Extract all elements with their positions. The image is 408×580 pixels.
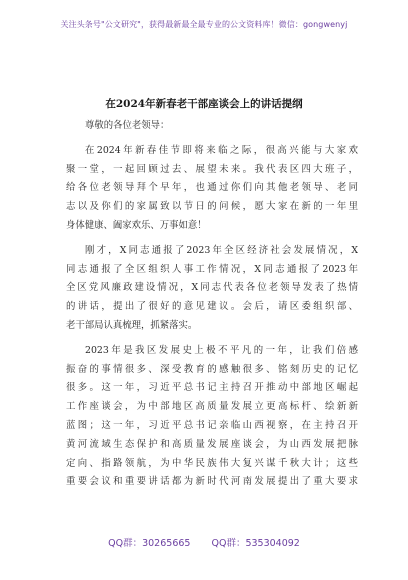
qq-group-1: QQ群：30265665: [108, 538, 191, 549]
body-line: 定向、指路领航，为中华民族伟大复兴谋千秋大计；这些: [66, 457, 358, 469]
document-title: 在2024年新春老干部座谈会上的讲话提纲: [105, 98, 303, 110]
body-line: 黄河流域生态保护和高质量发展座谈会，为山西发展把脉: [66, 438, 358, 450]
body-line: 蓝图；这一年，习近平总书记亲临山西视察，在主持召开: [66, 419, 358, 431]
body-line: 工作座谈会，为中部地区高质量发展立更高标杆、绘新新: [66, 401, 358, 413]
document-body: [66, 117, 358, 492]
body-line: 刚才，X同志通报了2023年全区经济社会发展情况，X: [85, 244, 358, 256]
body-line: 志以及你们的家属致以节日的问候，愿大家在新的一年里: [66, 201, 358, 213]
body-line: 老干部局认真梳理，抓紧落实。: [66, 319, 198, 331]
body-line: 重要会议和重要讲话都为新时代河南发展提出了重大要求: [66, 476, 358, 488]
body-line: 身体健康、阖家欢乐、万事如意！: [66, 219, 207, 231]
body-line: 尊敬的各位老领导：: [85, 120, 170, 131]
body-line: 聚一堂，一起回顾过去、展望未来。我代表区四大班子，: [66, 163, 358, 175]
body-line: 振奋的事情很多、深受教育的感触很多、铭刻历史的记忆: [66, 363, 358, 375]
body-line: 在2024年新春佳节即将来临之际，很高兴能与大家欢: [85, 144, 358, 156]
promo-banner: 关注头条号"公文研究"，获得最新最全最专业的公文资料库！微信：gongwenyj: [60, 20, 348, 29]
qq-group-2: QQ群：535304092: [211, 538, 300, 549]
body-line: 同志通报了全区组织人事工作情况，X同志通报了2023年: [66, 263, 358, 275]
body-line: 2023年是我区发展史上极不平凡的一年，让我们倍感: [85, 344, 358, 356]
body-line: 给各位老领导拜个早年，也通过你们向其他老领导、老同: [66, 182, 358, 194]
body-line: 的讲话，提出了很好的意见建议。会后，请区委组织部、: [66, 301, 358, 313]
body-line: 很多。这一年，习近平总书记主持召开推动中部地区崛起: [66, 382, 358, 394]
body-line: 全区党风廉政建设情况，X同志代表各位老领导发表了热情: [66, 282, 358, 294]
footer: [0, 535, 408, 549]
